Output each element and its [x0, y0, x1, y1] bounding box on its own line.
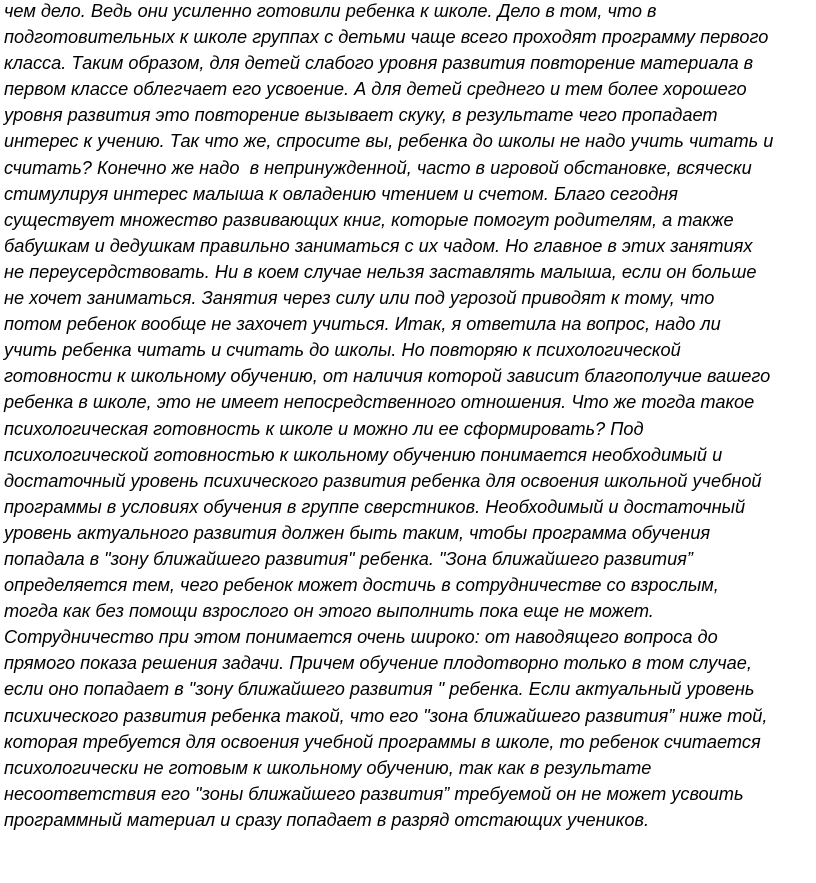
text-line: уровня развития это повторение вызывает скуку, в результате чего пропадает	[4, 105, 718, 126]
text-line: психического развития ребенка такой, что его "зона ближайшего развития” ниже той,	[4, 705, 768, 726]
text-line: прямого показа решения задачи. Причем обучение плодотворно только в том случае,	[4, 653, 752, 674]
document-text	[4, 0, 812, 833]
text-line: программный материал и сразу попадает в разряд отстающих учеников.	[4, 809, 650, 830]
text-line: психологически не готовым к школьному обучению, так как в результате	[4, 757, 652, 778]
text-line: достаточный уровень психического развития ребенка для освоения школьной учебной	[4, 470, 762, 491]
text-line: не хочет заниматься. Занятия через силу или под угрозой приводят к тому, что	[4, 288, 715, 309]
text-line: готовности к школьному обучению, от наличия которой зависит благополучие вашего	[4, 366, 771, 387]
text-line: ребенка в школе, это не имеет непосредственного отношения. Что же тогда такое	[4, 392, 755, 413]
text-line: стимулируя интерес малыша к овладению чтением и счетом. Благо сегодня	[4, 183, 679, 204]
text-line: если оно попадает в "зону ближайшего развития " ребенка. Если актуальный уровень	[4, 679, 755, 700]
text-line: психологическая готовность к школе и можно ли ее сформировать? Под	[4, 418, 644, 439]
text-line: бабушкам и дедушкам правильно заниматься с их чадом. Но главное в этих занятиях	[4, 235, 753, 256]
text-line: считать? Конечно же надо в непринужденной, часто в игровой обстановке, всячески	[4, 157, 752, 178]
text-line: подготовительных к школе группах с детьми чаще всего проходят программу первого	[4, 27, 769, 48]
text-line: интерес к учению. Так что же, спросите вы, ребенка до школы не надо учить читать и	[4, 131, 774, 152]
text-line: Сотрудничество при этом понимается очень широко: от наводящего вопроса до	[4, 627, 718, 648]
text-line: первом классе облегчает его усвоение. А для детей среднего и тем более хорошего	[4, 79, 747, 100]
text-line: учить ребенка читать и считать до школы. Но повторяю к психологической	[4, 340, 681, 361]
text-line: определяется тем, чего ребенок может достичь в сотрудничестве со взрослым,	[4, 575, 719, 596]
text-line: уровень актуального развития должен быть таким, чтобы программа обучения	[4, 522, 711, 543]
text-line: потом ребенок вообще не захочет учиться. Итак, я ответила на вопрос, надо ли	[4, 314, 721, 335]
text-line: психологической готовностью к школьному обучению понимается необходимый и	[4, 444, 723, 465]
text-line: класса. Таким образом, для детей слабого уровня развития повторение материала в	[4, 53, 754, 74]
text-line: существует множество развивающих книг, которые помогут родителям, а также	[4, 209, 734, 230]
text-line: чем дело. Ведь они усиленно готовили ребенка к школе. Дело в том, что в	[4, 1, 657, 21]
text-line: несоответствия его "зоны ближайшего развития” требуемой он не может усвоить	[4, 783, 744, 804]
text-line: которая требуется для освоения учебной программы в школе, то ребенок считается	[4, 731, 761, 752]
text-line: попадала в "зону ближайшего развития" ребенка. "Зона ближайшего развития”	[4, 548, 693, 569]
text-line: не переусердствовать. Ни в коем случае нельзя заставлять малыша, если он больше	[4, 261, 757, 282]
text-line: тогда как без помощи взрослого он этого выполнить пока еще не может.	[4, 601, 654, 622]
text-line: программы в условиях обучения в группе сверстников. Необходимый и достаточный	[4, 496, 746, 517]
